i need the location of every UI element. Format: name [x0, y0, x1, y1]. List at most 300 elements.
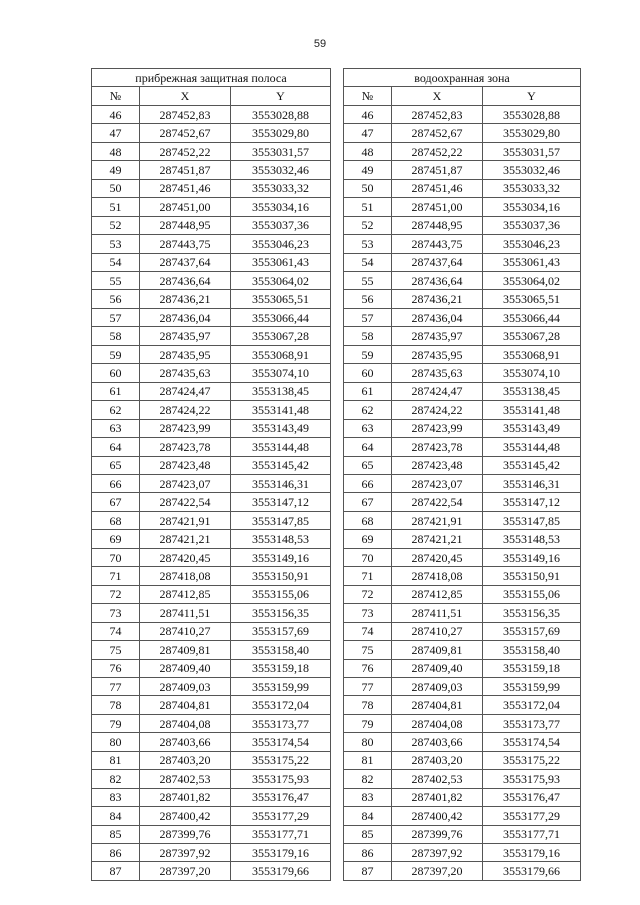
point-number-cell: 62 — [344, 401, 392, 419]
x-coordinate-cell: 287423,48 — [140, 456, 231, 474]
table-row — [92, 751, 331, 769]
x-coordinate-cell: 287448,95 — [140, 216, 231, 234]
x-coordinate-cell: 287424,22 — [392, 401, 483, 419]
y-coordinate-cell: 3553033,32 — [231, 179, 331, 197]
point-number-cell: 80 — [92, 733, 140, 751]
column-header-number: № — [92, 87, 140, 105]
table-row — [92, 419, 331, 437]
point-number-cell: 74 — [92, 622, 140, 640]
x-coordinate-cell: 287451,00 — [392, 198, 483, 216]
table-row — [92, 733, 331, 751]
x-coordinate-cell: 287435,97 — [140, 327, 231, 345]
x-coordinate-cell: 287423,78 — [140, 438, 231, 456]
x-coordinate-cell: 287452,22 — [140, 142, 231, 160]
y-coordinate-cell: 3553034,16 — [483, 198, 581, 216]
table-row — [344, 327, 581, 345]
x-coordinate-cell: 287451,00 — [140, 198, 231, 216]
point-number-cell: 56 — [344, 290, 392, 308]
x-coordinate-cell: 287452,83 — [392, 105, 483, 123]
table-row — [92, 401, 331, 419]
point-number-cell: 46 — [344, 105, 392, 123]
y-coordinate-cell: 3553174,54 — [231, 733, 331, 751]
x-coordinate-cell: 287451,46 — [392, 179, 483, 197]
point-number-cell: 66 — [92, 474, 140, 492]
x-coordinate-cell: 287404,81 — [140, 696, 231, 714]
table-row — [92, 271, 331, 289]
point-number-cell: 56 — [92, 290, 140, 308]
table-row — [92, 105, 331, 123]
y-coordinate-cell: 3553068,91 — [231, 345, 331, 363]
point-number-cell: 58 — [344, 327, 392, 345]
x-coordinate-cell: 287400,42 — [392, 807, 483, 825]
table-row — [92, 622, 331, 640]
x-coordinate-cell: 287420,45 — [140, 548, 231, 566]
point-number-cell: 53 — [92, 235, 140, 253]
point-number-cell: 59 — [344, 345, 392, 363]
y-coordinate-cell: 3553172,04 — [483, 696, 581, 714]
y-coordinate-cell: 3553175,93 — [483, 770, 581, 788]
y-coordinate-cell: 3553032,46 — [231, 161, 331, 179]
y-coordinate-cell: 3553037,36 — [231, 216, 331, 234]
y-coordinate-cell: 3553177,71 — [483, 825, 581, 843]
x-coordinate-cell: 287404,08 — [392, 714, 483, 732]
table-row — [344, 641, 581, 659]
x-coordinate-cell: 287448,95 — [392, 216, 483, 234]
y-coordinate-cell: 3553177,29 — [483, 807, 581, 825]
y-coordinate-cell: 3553031,57 — [231, 142, 331, 160]
table-row — [92, 659, 331, 677]
x-coordinate-cell: 287397,92 — [140, 844, 231, 862]
x-coordinate-cell: 287403,66 — [140, 733, 231, 751]
table-row — [92, 124, 331, 142]
table-row — [344, 235, 581, 253]
x-coordinate-cell: 287403,20 — [140, 751, 231, 769]
y-coordinate-cell: 3553046,23 — [483, 235, 581, 253]
table-row — [92, 567, 331, 585]
y-coordinate-cell: 3553144,48 — [483, 438, 581, 456]
y-coordinate-cell: 3553145,42 — [231, 456, 331, 474]
y-coordinate-cell: 3553173,77 — [231, 714, 331, 732]
y-coordinate-cell: 3553175,22 — [483, 751, 581, 769]
y-coordinate-cell: 3553159,99 — [483, 677, 581, 695]
x-coordinate-cell: 287409,40 — [392, 659, 483, 677]
x-coordinate-cell: 287409,03 — [392, 677, 483, 695]
x-coordinate-cell: 287404,08 — [140, 714, 231, 732]
table-row — [92, 179, 331, 197]
table-row — [344, 438, 581, 456]
x-coordinate-cell: 287402,53 — [392, 770, 483, 788]
point-number-cell: 78 — [92, 696, 140, 714]
y-coordinate-cell: 3553158,40 — [483, 641, 581, 659]
y-coordinate-cell: 3553172,04 — [231, 696, 331, 714]
x-coordinate-cell: 287443,75 — [140, 235, 231, 253]
point-number-cell: 52 — [344, 216, 392, 234]
point-number-cell: 48 — [344, 142, 392, 160]
column-header-number: № — [344, 87, 392, 105]
point-number-cell: 64 — [92, 438, 140, 456]
x-coordinate-cell: 287403,20 — [392, 751, 483, 769]
point-number-cell: 75 — [92, 641, 140, 659]
point-number-cell: 57 — [92, 308, 140, 326]
table-row — [92, 216, 331, 234]
point-number-cell: 64 — [344, 438, 392, 456]
point-number-cell: 46 — [92, 105, 140, 123]
x-coordinate-cell: 287435,95 — [392, 345, 483, 363]
coastal-protection-strip-table — [91, 68, 331, 881]
table-row — [344, 622, 581, 640]
point-number-cell: 73 — [92, 604, 140, 622]
x-coordinate-cell: 287435,63 — [392, 364, 483, 382]
y-coordinate-cell: 3553150,91 — [231, 567, 331, 585]
x-coordinate-cell: 287411,51 — [392, 604, 483, 622]
y-coordinate-cell: 3553157,69 — [231, 622, 331, 640]
table-row — [92, 382, 331, 400]
table-row — [344, 751, 581, 769]
y-coordinate-cell: 3553155,06 — [483, 585, 581, 603]
point-number-cell: 53 — [344, 235, 392, 253]
column-header-x: X — [392, 87, 483, 105]
x-coordinate-cell: 287423,78 — [392, 438, 483, 456]
table-row — [92, 862, 331, 880]
x-coordinate-cell: 287397,92 — [392, 844, 483, 862]
point-number-cell: 55 — [344, 271, 392, 289]
y-coordinate-cell: 3553179,66 — [483, 862, 581, 880]
table-row — [344, 567, 581, 585]
point-number-cell: 81 — [344, 751, 392, 769]
x-coordinate-cell: 287421,91 — [392, 511, 483, 529]
y-coordinate-cell: 3553156,35 — [231, 604, 331, 622]
point-number-cell: 51 — [344, 198, 392, 216]
table-row — [344, 530, 581, 548]
point-number-cell: 50 — [92, 179, 140, 197]
table-row — [344, 696, 581, 714]
y-coordinate-cell: 3553138,45 — [231, 382, 331, 400]
point-number-cell: 72 — [344, 585, 392, 603]
table-row — [92, 327, 331, 345]
point-number-cell: 65 — [344, 456, 392, 474]
x-coordinate-cell: 287409,03 — [140, 677, 231, 695]
point-number-cell: 87 — [92, 862, 140, 880]
y-coordinate-cell: 3553147,12 — [231, 493, 331, 511]
x-coordinate-cell: 287452,22 — [392, 142, 483, 160]
y-coordinate-cell: 3553028,88 — [483, 105, 581, 123]
table-header-row — [92, 87, 331, 105]
x-coordinate-cell: 287423,07 — [140, 474, 231, 492]
table-row — [344, 862, 581, 880]
table-row — [92, 493, 331, 511]
x-coordinate-cell: 287436,04 — [392, 308, 483, 326]
water-protection-zone-table — [343, 68, 581, 881]
x-coordinate-cell: 287435,97 — [392, 327, 483, 345]
point-number-cell: 77 — [344, 677, 392, 695]
y-coordinate-cell: 3553150,91 — [483, 567, 581, 585]
point-number-cell: 83 — [344, 788, 392, 806]
y-coordinate-cell: 3553175,22 — [231, 751, 331, 769]
point-number-cell: 76 — [344, 659, 392, 677]
y-coordinate-cell: 3553147,85 — [231, 511, 331, 529]
y-coordinate-cell: 3553177,71 — [231, 825, 331, 843]
point-number-cell: 62 — [92, 401, 140, 419]
y-coordinate-cell: 3553145,42 — [483, 456, 581, 474]
table-row — [92, 585, 331, 603]
table-row — [344, 733, 581, 751]
x-coordinate-cell: 287422,54 — [392, 493, 483, 511]
table-row — [344, 825, 581, 843]
point-number-cell: 79 — [92, 714, 140, 732]
x-coordinate-cell: 287403,66 — [392, 733, 483, 751]
point-number-cell: 52 — [92, 216, 140, 234]
x-coordinate-cell: 287437,64 — [140, 253, 231, 271]
table-row — [92, 807, 331, 825]
point-number-cell: 61 — [92, 382, 140, 400]
table-row — [92, 161, 331, 179]
table-row — [92, 844, 331, 862]
point-number-cell: 50 — [344, 179, 392, 197]
point-number-cell: 80 — [344, 733, 392, 751]
y-coordinate-cell: 3553157,69 — [483, 622, 581, 640]
y-coordinate-cell: 3553177,29 — [231, 807, 331, 825]
y-coordinate-cell: 3553034,16 — [231, 198, 331, 216]
table-row — [92, 438, 331, 456]
x-coordinate-cell: 287399,76 — [140, 825, 231, 843]
x-coordinate-cell: 287424,47 — [140, 382, 231, 400]
table-row — [344, 511, 581, 529]
table-title: водоохранная зона — [344, 69, 581, 87]
table-row — [344, 807, 581, 825]
y-coordinate-cell: 3553149,16 — [483, 548, 581, 566]
table-row — [92, 714, 331, 732]
y-coordinate-cell: 3553176,47 — [231, 788, 331, 806]
y-coordinate-cell: 3553147,12 — [483, 493, 581, 511]
point-number-cell: 54 — [92, 253, 140, 271]
point-number-cell: 60 — [344, 364, 392, 382]
x-coordinate-cell: 287423,99 — [392, 419, 483, 437]
table-row — [92, 604, 331, 622]
x-coordinate-cell: 287452,83 — [140, 105, 231, 123]
y-coordinate-cell: 3553046,23 — [231, 235, 331, 253]
y-coordinate-cell: 3553029,80 — [231, 124, 331, 142]
x-coordinate-cell: 287410,27 — [392, 622, 483, 640]
y-coordinate-cell: 3553179,16 — [231, 844, 331, 862]
x-coordinate-cell: 287451,46 — [140, 179, 231, 197]
x-coordinate-cell: 287422,54 — [140, 493, 231, 511]
table-row — [344, 105, 581, 123]
y-coordinate-cell: 3553141,48 — [231, 401, 331, 419]
point-number-cell: 73 — [344, 604, 392, 622]
point-number-cell: 74 — [344, 622, 392, 640]
x-coordinate-cell: 287402,53 — [140, 770, 231, 788]
point-number-cell: 67 — [92, 493, 140, 511]
x-coordinate-cell: 287437,64 — [392, 253, 483, 271]
y-coordinate-cell: 3553143,49 — [483, 419, 581, 437]
x-coordinate-cell: 287436,21 — [392, 290, 483, 308]
column-header-y: Y — [231, 87, 331, 105]
point-number-cell: 82 — [344, 770, 392, 788]
y-coordinate-cell: 3553156,35 — [483, 604, 581, 622]
y-coordinate-cell: 3553175,93 — [231, 770, 331, 788]
x-coordinate-cell: 287418,08 — [392, 567, 483, 585]
point-number-cell: 69 — [344, 530, 392, 548]
table-row — [92, 825, 331, 843]
x-coordinate-cell: 287423,99 — [140, 419, 231, 437]
table-header-row — [344, 87, 581, 105]
table-title-row — [92, 69, 331, 87]
x-coordinate-cell: 287423,07 — [392, 474, 483, 492]
x-coordinate-cell: 287451,87 — [392, 161, 483, 179]
table-row — [92, 198, 331, 216]
x-coordinate-cell: 287401,82 — [392, 788, 483, 806]
point-number-cell: 81 — [92, 751, 140, 769]
y-coordinate-cell: 3553159,18 — [231, 659, 331, 677]
point-number-cell: 84 — [92, 807, 140, 825]
x-coordinate-cell: 287423,48 — [392, 456, 483, 474]
x-coordinate-cell: 287409,81 — [140, 641, 231, 659]
table-row — [92, 474, 331, 492]
point-number-cell: 58 — [92, 327, 140, 345]
y-coordinate-cell: 3553138,45 — [483, 382, 581, 400]
point-number-cell: 87 — [344, 862, 392, 880]
table-row — [92, 364, 331, 382]
y-coordinate-cell: 3553159,99 — [231, 677, 331, 695]
x-coordinate-cell: 287420,45 — [392, 548, 483, 566]
x-coordinate-cell: 287418,08 — [140, 567, 231, 585]
point-number-cell: 49 — [92, 161, 140, 179]
table-row — [92, 677, 331, 695]
point-number-cell: 60 — [92, 364, 140, 382]
y-coordinate-cell: 3553159,18 — [483, 659, 581, 677]
column-header-x: X — [140, 87, 231, 105]
y-coordinate-cell: 3553067,28 — [483, 327, 581, 345]
point-number-cell: 65 — [92, 456, 140, 474]
table-row — [92, 696, 331, 714]
y-coordinate-cell: 3553032,46 — [483, 161, 581, 179]
y-coordinate-cell: 3553066,44 — [483, 308, 581, 326]
point-number-cell: 79 — [344, 714, 392, 732]
table-row — [344, 714, 581, 732]
table-row — [344, 493, 581, 511]
table-row — [344, 271, 581, 289]
x-coordinate-cell: 287421,21 — [140, 530, 231, 548]
table-title-row — [344, 69, 581, 87]
table-row — [92, 788, 331, 806]
point-number-cell: 51 — [92, 198, 140, 216]
x-coordinate-cell: 287443,75 — [392, 235, 483, 253]
y-coordinate-cell: 3553146,31 — [231, 474, 331, 492]
y-coordinate-cell: 3553146,31 — [483, 474, 581, 492]
y-coordinate-cell: 3553033,32 — [483, 179, 581, 197]
y-coordinate-cell: 3553176,47 — [483, 788, 581, 806]
x-coordinate-cell: 287436,04 — [140, 308, 231, 326]
table-row — [92, 530, 331, 548]
y-coordinate-cell: 3553037,36 — [483, 216, 581, 234]
point-number-cell: 82 — [92, 770, 140, 788]
x-coordinate-cell: 287424,47 — [392, 382, 483, 400]
y-coordinate-cell: 3553066,44 — [231, 308, 331, 326]
y-coordinate-cell: 3553064,02 — [483, 271, 581, 289]
point-number-cell: 70 — [344, 548, 392, 566]
table-row — [344, 308, 581, 326]
point-number-cell: 55 — [92, 271, 140, 289]
y-coordinate-cell: 3553143,49 — [231, 419, 331, 437]
x-coordinate-cell: 287421,21 — [392, 530, 483, 548]
table-row — [344, 456, 581, 474]
table-row — [92, 511, 331, 529]
y-coordinate-cell: 3553065,51 — [231, 290, 331, 308]
table-row — [344, 161, 581, 179]
y-coordinate-cell: 3553141,48 — [483, 401, 581, 419]
x-coordinate-cell: 287435,95 — [140, 345, 231, 363]
page-number: 59 — [313, 38, 327, 50]
table-row — [344, 604, 581, 622]
point-number-cell: 59 — [92, 345, 140, 363]
table-row — [344, 179, 581, 197]
point-number-cell: 48 — [92, 142, 140, 160]
table-row — [344, 253, 581, 271]
y-coordinate-cell: 3553065,51 — [483, 290, 581, 308]
point-number-cell: 68 — [92, 511, 140, 529]
x-coordinate-cell: 287412,85 — [392, 585, 483, 603]
table-row — [92, 456, 331, 474]
x-coordinate-cell: 287411,51 — [140, 604, 231, 622]
table-title: прибрежная защитная полоса — [92, 69, 331, 87]
x-coordinate-cell: 287410,27 — [140, 622, 231, 640]
y-coordinate-cell: 3553031,57 — [483, 142, 581, 160]
point-number-cell: 63 — [344, 419, 392, 437]
x-coordinate-cell: 287451,87 — [140, 161, 231, 179]
table-row — [344, 290, 581, 308]
table-row — [92, 290, 331, 308]
point-number-cell: 47 — [92, 124, 140, 142]
table-row — [344, 345, 581, 363]
point-number-cell: 61 — [344, 382, 392, 400]
point-number-cell: 63 — [92, 419, 140, 437]
table-row — [344, 382, 581, 400]
point-number-cell: 69 — [92, 530, 140, 548]
table-row — [344, 659, 581, 677]
point-number-cell: 85 — [92, 825, 140, 843]
table-row — [344, 585, 581, 603]
y-coordinate-cell: 3553064,02 — [231, 271, 331, 289]
y-coordinate-cell: 3553179,66 — [231, 862, 331, 880]
y-coordinate-cell: 3553148,53 — [483, 530, 581, 548]
point-number-cell: 68 — [344, 511, 392, 529]
point-number-cell: 86 — [344, 844, 392, 862]
table-row — [92, 345, 331, 363]
table-row — [344, 142, 581, 160]
y-coordinate-cell: 3553074,10 — [231, 364, 331, 382]
table-row — [344, 364, 581, 382]
x-coordinate-cell: 287400,42 — [140, 807, 231, 825]
x-coordinate-cell: 287436,21 — [140, 290, 231, 308]
point-number-cell: 54 — [344, 253, 392, 271]
point-number-cell: 84 — [344, 807, 392, 825]
point-number-cell: 47 — [344, 124, 392, 142]
table-row — [344, 198, 581, 216]
y-coordinate-cell: 3553148,53 — [231, 530, 331, 548]
table-row — [344, 401, 581, 419]
y-coordinate-cell: 3553173,77 — [483, 714, 581, 732]
table-row — [344, 844, 581, 862]
x-coordinate-cell: 287409,81 — [392, 641, 483, 659]
x-coordinate-cell: 287397,20 — [392, 862, 483, 880]
x-coordinate-cell: 287421,91 — [140, 511, 231, 529]
y-coordinate-cell: 3553028,88 — [231, 105, 331, 123]
y-coordinate-cell: 3553147,85 — [483, 511, 581, 529]
table-row — [92, 235, 331, 253]
table-row — [344, 770, 581, 788]
y-coordinate-cell: 3553074,10 — [483, 364, 581, 382]
table-row — [92, 770, 331, 788]
